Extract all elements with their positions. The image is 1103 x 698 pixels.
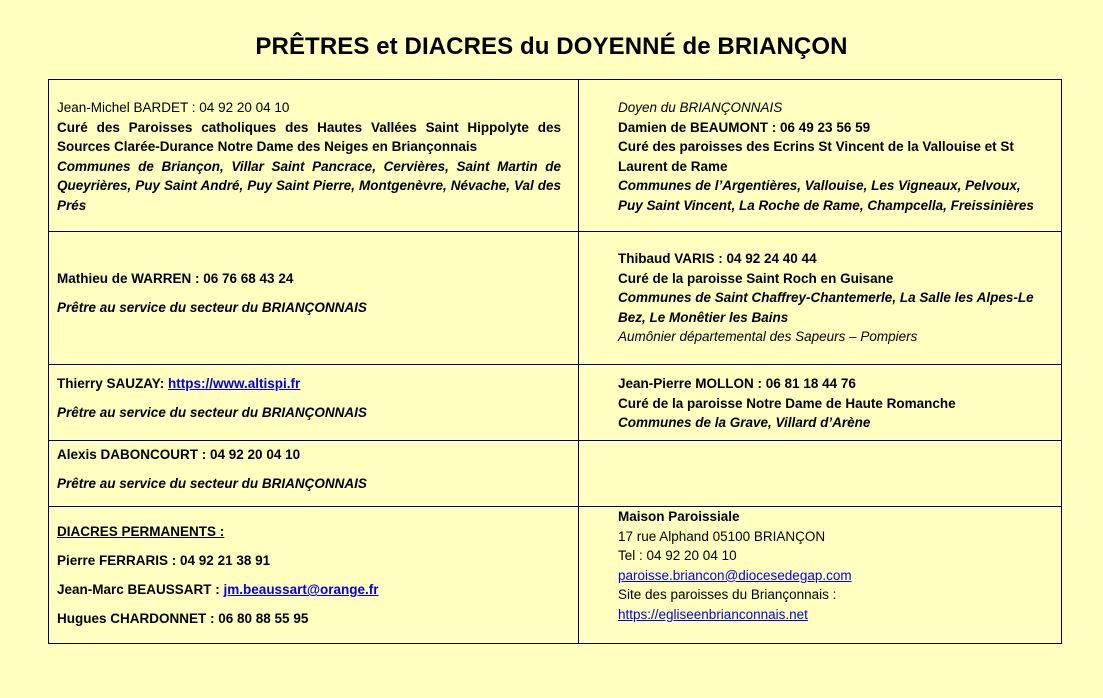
priest-communes: Communes de l’Argentières, Vallouise, Les Vigneaux, Pelvoux, Puy Saint Vincent, La Roche de Rame, Champcella, Freissinières	[618, 178, 1034, 213]
priest-role: Prêtre au service du secteur du BRIANÇONNAIS	[57, 476, 367, 492]
priest-role: Curé des Paroisses catholiques des Hautes Vallées Saint Hippolyte des Sources Clarée-Durance Notre Dame des Neiges en Briançonnais	[57, 119, 561, 155]
deacon-beaussart	[57, 580, 561, 600]
cell-deacons	[49, 507, 579, 644]
priest-communes: Communes de Saint Chaffrey-Chantemerle, La Salle les Alpes-Le Bez, Le Monêtier les Bains	[618, 290, 1034, 325]
site-url-link[interactable]: https://egliseenbrianconnais.net	[618, 606, 808, 622]
priest-communes: Communes de la Grave, Villard d’Arène	[618, 415, 871, 431]
table-row	[49, 441, 1062, 507]
doyen-label: Doyen du BRIANÇONNAIS	[618, 100, 783, 115]
deacons-heading: DIACRES PERMANENTS :	[57, 524, 225, 539]
priest-name-phone: Damien de BEAUMONT : 06 49 23 56 59	[618, 119, 871, 135]
cell-daboncourt	[49, 441, 579, 507]
priest-name-phone: Alexis DABONCOURT : 04 92 20 04 10	[57, 447, 301, 462]
deacon-name: Jean-Marc BEAUSSART :	[57, 582, 224, 598]
deacon-ferraris: Pierre FERRARIS : 04 92 21 38 91	[57, 553, 271, 569]
page-title: PRÊTRES et DIACRES du DOYENNÉ de BRIANÇON	[255, 33, 848, 60]
table-row	[49, 365, 1062, 441]
beaussart-email-link[interactable]: jm.beaussart@orange.fr	[223, 582, 379, 598]
priest-name-link	[57, 374, 561, 394]
cell-empty	[579, 441, 1062, 507]
cell-warren	[49, 232, 579, 365]
maison-heading: Maison Paroissiale	[618, 509, 740, 524]
cell-sauzay	[49, 365, 579, 441]
cell-bardet	[49, 80, 579, 232]
maison-email-link[interactable]: paroisse.briancon@diocesedegap.com	[618, 567, 852, 583]
priest-name-phone: Mathieu de WARREN : 06 76 68 43 24	[57, 271, 294, 286]
priest-role: Curé de la paroisse Notre Dame de Haute Romanche	[618, 395, 956, 411]
priest-role: Prêtre au service du secteur du BRIANÇONNAIS	[57, 405, 367, 421]
altispi-link[interactable]: https://www.altispi.fr	[168, 376, 301, 391]
priest-role: Curé de la paroisse Saint Roch en Guisane	[618, 270, 894, 286]
priest-role: Prêtre au service du secteur du BRIANÇONNAIS	[57, 300, 367, 316]
cell-varis	[579, 232, 1062, 365]
site-label: Site des paroisses du Briançonnais :	[618, 587, 837, 603]
cell-beaumont	[579, 80, 1062, 232]
table-row	[49, 232, 1062, 365]
table-row	[49, 507, 1062, 644]
priest-name-phone: Jean-Michel BARDET : 04 92 20 04 10	[57, 100, 290, 115]
maison-address: 17 rue Alphand 05100 BRIANÇON	[618, 528, 826, 544]
cell-mollon	[579, 365, 1062, 441]
priest-name-phone: Jean-Pierre MOLLON : 06 81 18 44 76	[618, 376, 856, 391]
cell-maison-paroissiale	[579, 507, 1062, 644]
table-row	[49, 80, 1062, 232]
priest-communes: Communes de Briançon, Villar Saint Pancrace, Cervières, Saint Martin de Queyrières, Puy Saint André, Puy Saint Pierre, Montgenèvre, Névache, Val des Prés	[57, 158, 561, 213]
priest-name-phone: Thibaud VARIS : 04 92 24 40 44	[618, 251, 817, 266]
priest-role: Curé des paroisses des Ecrins St Vincent de la Vallouise et St Laurent de Rame	[618, 139, 1014, 174]
priest-name: Thierry SAUZAY:	[57, 376, 169, 391]
priest-extra-role: Aumônier départemental des Sapeurs – Pompiers	[618, 329, 918, 345]
deacon-chardonnet: Hugues CHARDONNET : 06 80 88 55 95	[57, 611, 309, 627]
maison-tel: Tel : 04 92 20 04 10	[618, 548, 737, 564]
directory-table	[48, 79, 1062, 644]
